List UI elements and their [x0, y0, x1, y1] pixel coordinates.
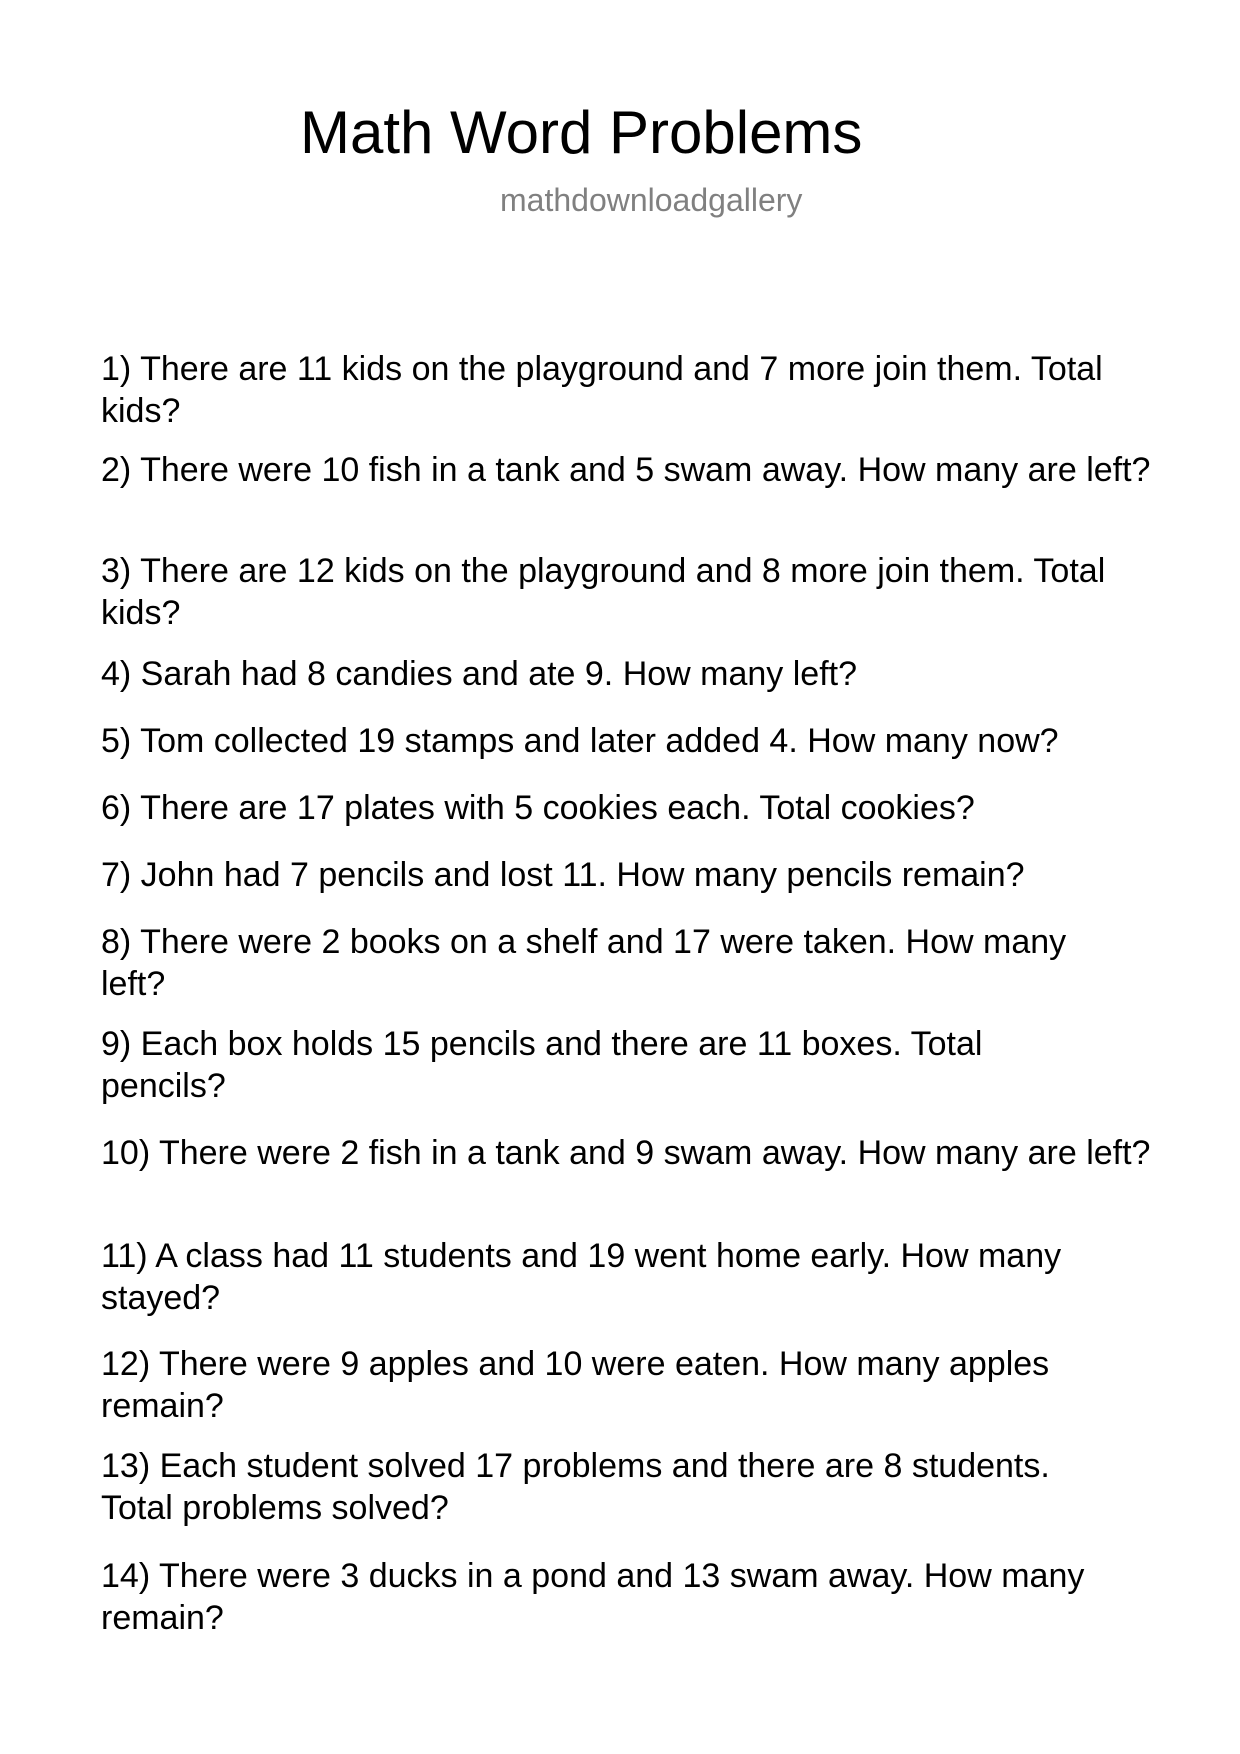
problem-item: 10) There were 2 fish in a tank and 9 swam away. How many are left?	[101, 1134, 1151, 1172]
problem-item: 2) There were 10 fish in a tank and 5 swam away. How many are left?	[101, 451, 1151, 489]
problem-item: 1) There are 11 kids on the playground and 7 more join them. Total kids?	[101, 350, 1103, 430]
problem-item: 9) Each box holds 15 pencils and there are 11 boxes. Total pencils?	[101, 1025, 983, 1105]
page-title: Math Word Problems	[300, 99, 863, 166]
problem-item: 3) There are 12 kids on the playground and 8 more join them. Total kids?	[101, 552, 1106, 632]
problem-item: 12) There were 9 apples and 10 were eaten. How many apples remain?	[101, 1345, 1050, 1425]
problem-item: 8) There were 2 books on a shelf and 17 were taken. How many left?	[101, 923, 1067, 1003]
problem-item: 5) Tom collected 19 stamps and later added 4. How many now?	[101, 722, 1059, 760]
problem-item: 4) Sarah had 8 candies and ate 9. How many left?	[101, 655, 858, 693]
problem-item: 13) Each student solved 17 problems and there are 8 students. Total problems solved?	[101, 1447, 1050, 1527]
page-subtitle: mathdownloadgallery	[500, 182, 803, 218]
problem-item: 7) John had 7 pencils and lost 11. How many pencils remain?	[101, 856, 1025, 894]
problem-item: 11) A class had 11 students and 19 went home early. How many stayed?	[101, 1237, 1062, 1317]
problem-item: 6) There are 17 plates with 5 cookies each. Total cookies?	[101, 789, 975, 827]
problem-item: 14) There were 3 ducks in a pond and 13 swam away. How many remain?	[101, 1557, 1085, 1637]
